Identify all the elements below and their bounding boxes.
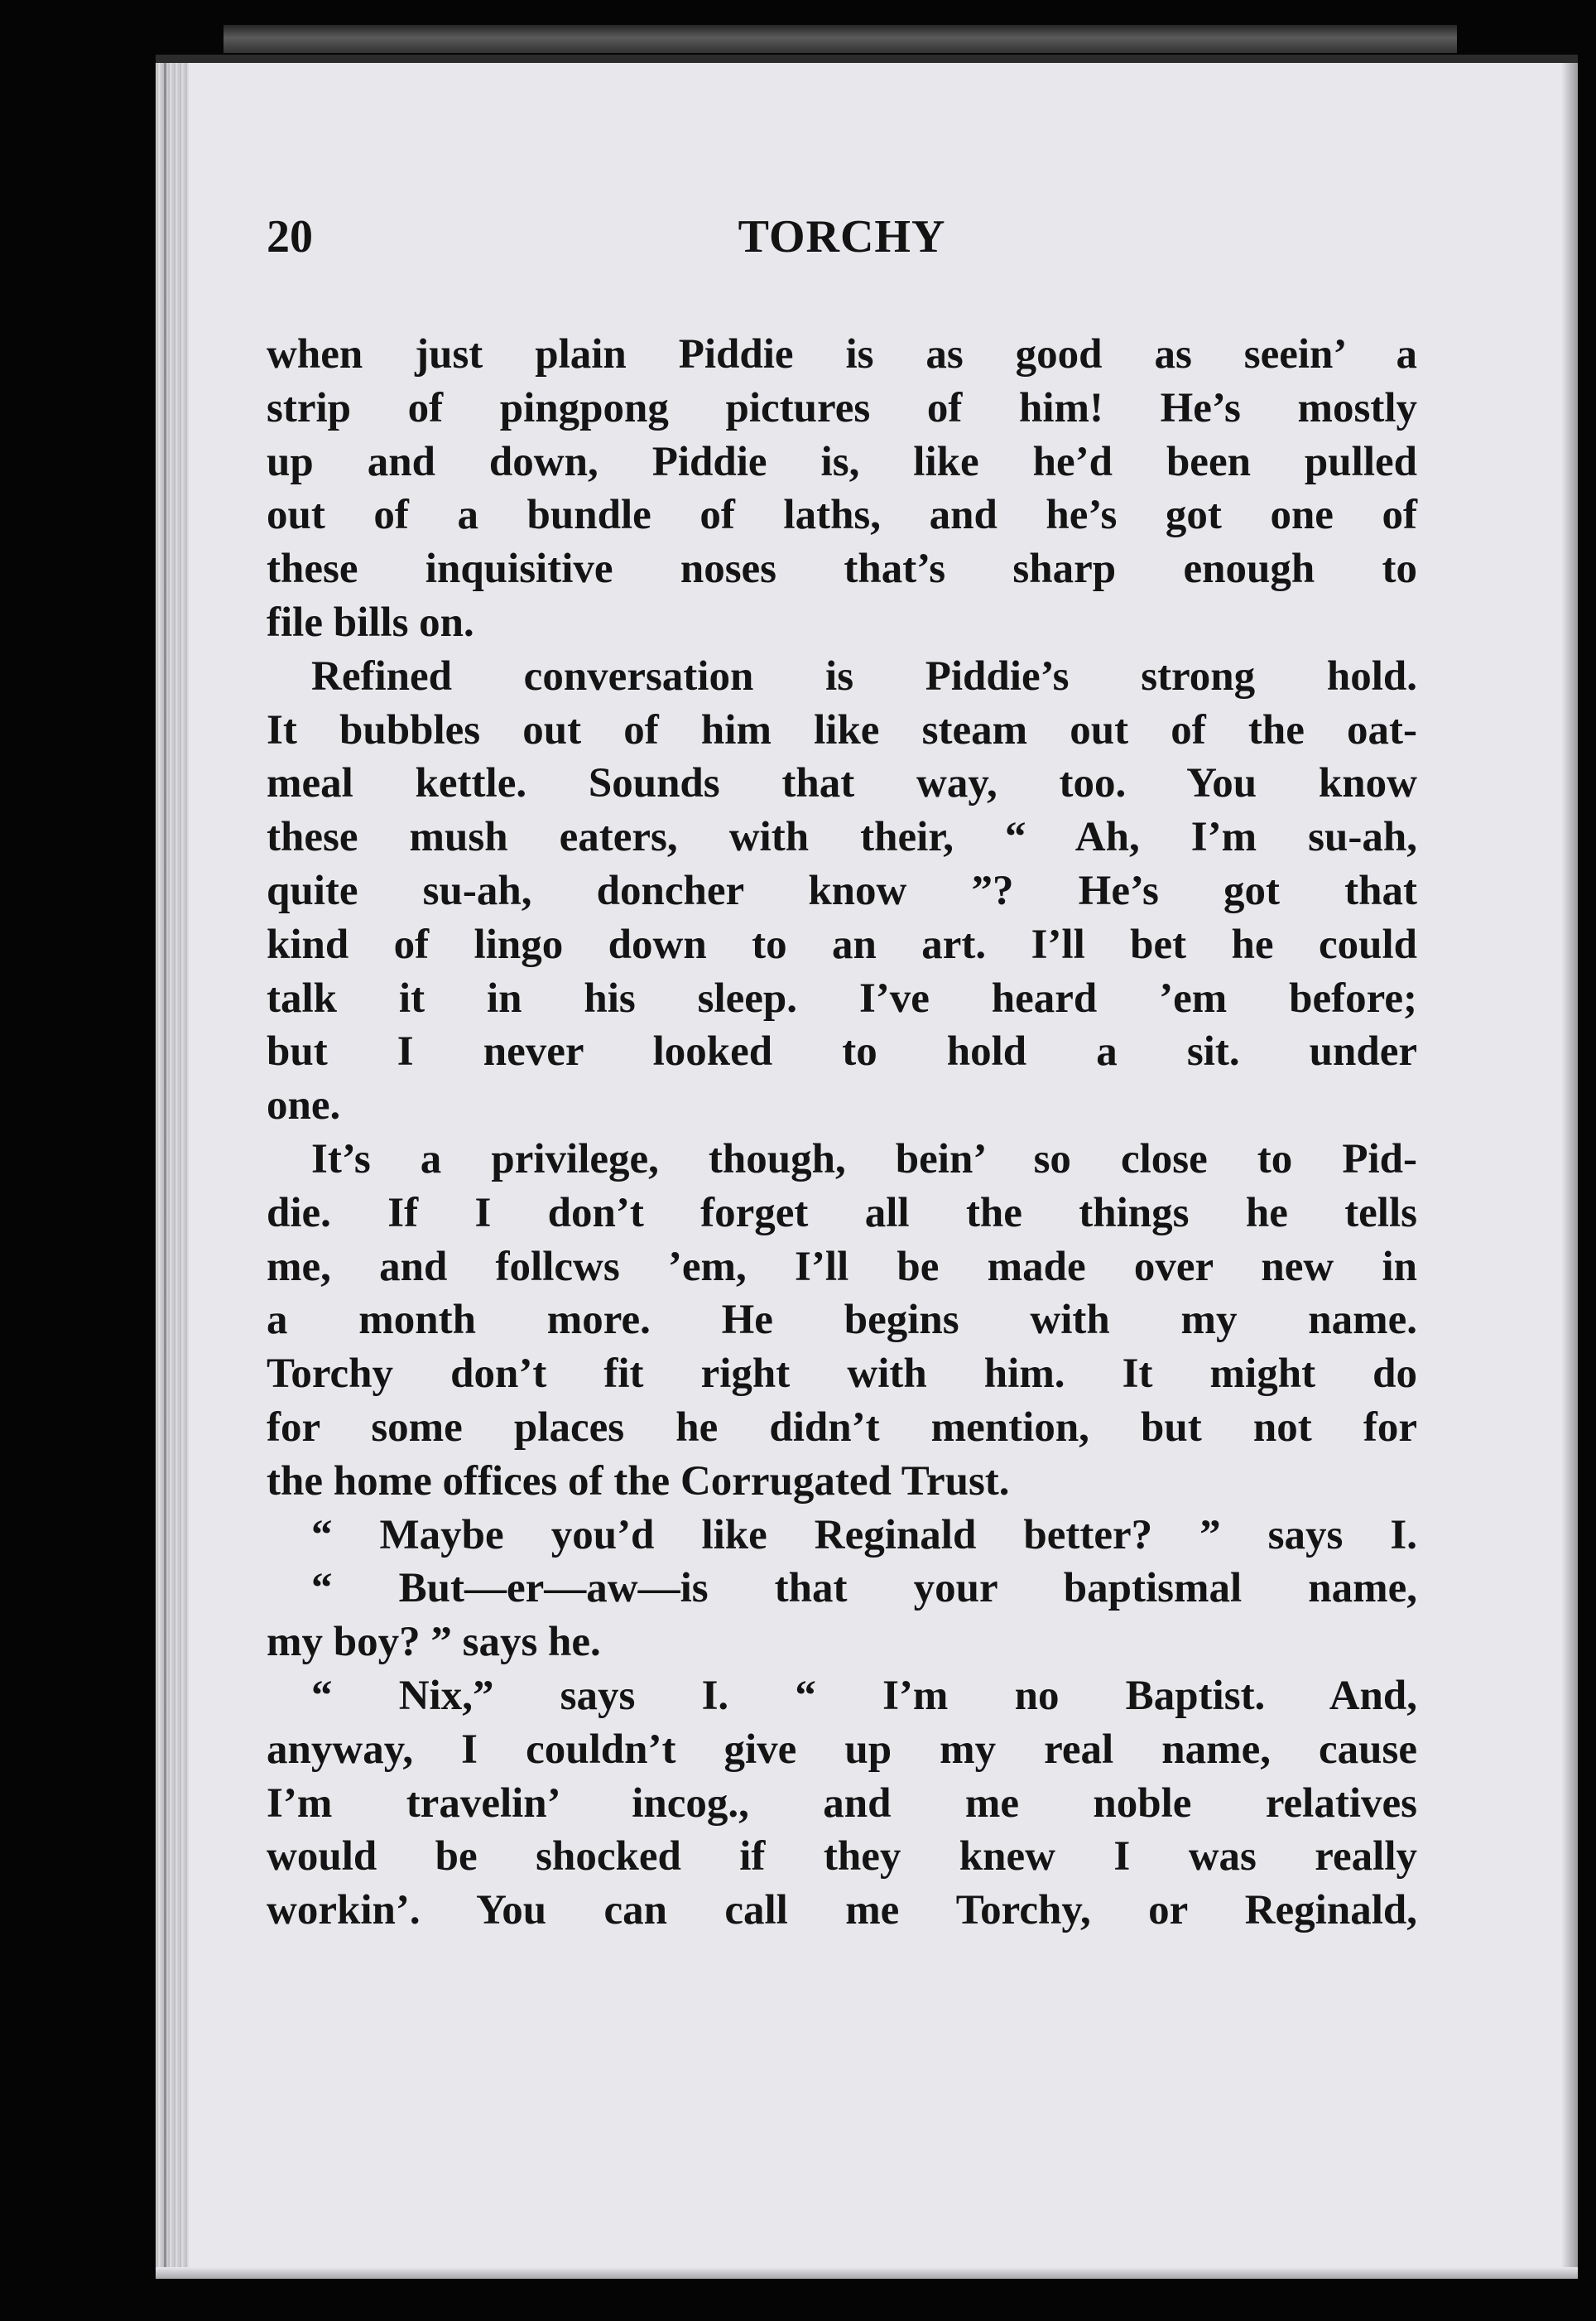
- text-line: die. If I don’t forget all the things he tells: [267, 1189, 1417, 1236]
- text-line: kind of lingo down to an art. I’ll bet he could: [267, 921, 1417, 968]
- page-number: 20: [267, 211, 313, 262]
- page-right-edge: [1561, 63, 1578, 2279]
- text-line: It’s a privilege, though, bein’ so close to Pid-: [311, 1135, 1417, 1182]
- text-line: quite su-ah, doncher know ”? He’s got that: [267, 867, 1417, 914]
- text-line: when just plain Piddie is as good as seein’ a: [267, 331, 1417, 378]
- page-spine: [156, 63, 189, 2279]
- text-line: a month more. He begins with my name.: [267, 1297, 1417, 1344]
- text-line: talk it in his sleep. I’ve heard ’em before;: [267, 975, 1417, 1022]
- text-line: meal kettle. Sounds that way, too. You know: [267, 760, 1417, 807]
- running-title: TORCHY: [738, 211, 946, 262]
- text-line: anyway, I couldn’t give up my real name, cause: [267, 1726, 1417, 1773]
- page-bottom-edge: [156, 2267, 1578, 2279]
- text-line: Torchy don’t fit right with him. It might do: [267, 1351, 1417, 1398]
- text-line: Refined conversation is Piddie’s strong hold.: [311, 652, 1417, 700]
- text-line: It bubbles out of him like steam out of the oat-: [267, 706, 1417, 754]
- text-line: for some places he didn’t mention, but not for: [267, 1404, 1417, 1451]
- text-line: my boy? ” says he.: [267, 1619, 601, 1666]
- text-line: workin’. You can call me Torchy, or Reginald,: [267, 1887, 1417, 1934]
- text-line: one.: [267, 1082, 341, 1129]
- text-line: I’m travelin’ incog., and me noble relatives: [267, 1779, 1417, 1827]
- text-line: these mush eaters, with their, “ Ah, I’m su-ah,: [267, 814, 1417, 861]
- text-line: “ But—er—aw—is that your baptismal name,: [311, 1565, 1417, 1612]
- body-text: [267, 328, 1417, 1938]
- text-line: me, and follcws ’em, I’ll be made over new in: [267, 1243, 1417, 1290]
- text-line: up and down, Piddie is, like he’d been pulled: [267, 438, 1417, 485]
- text-line: out of a bundle of laths, and he’s got one of: [267, 492, 1417, 539]
- text-line: “ Nix,” says I. “ I’m no Baptist. And,: [311, 1672, 1417, 1719]
- text-line: strip of pingpong pictures of him! He’s mostly: [267, 384, 1417, 431]
- text-line: these inquisitive noses that’s sharp enough to: [267, 546, 1417, 593]
- text-line: “ Maybe you’d like Reginald better? ” says I.: [311, 1511, 1417, 1558]
- text-line: but I never looked to hold a sit. under: [267, 1028, 1417, 1076]
- text-line: would be shocked if they knew I was really: [267, 1833, 1417, 1880]
- page-header: [267, 204, 1417, 270]
- text-line: file bills on.: [267, 599, 474, 646]
- scan-top-edge: [224, 25, 1457, 53]
- text-line: the home offices of the Corrugated Trust.: [267, 1457, 1010, 1505]
